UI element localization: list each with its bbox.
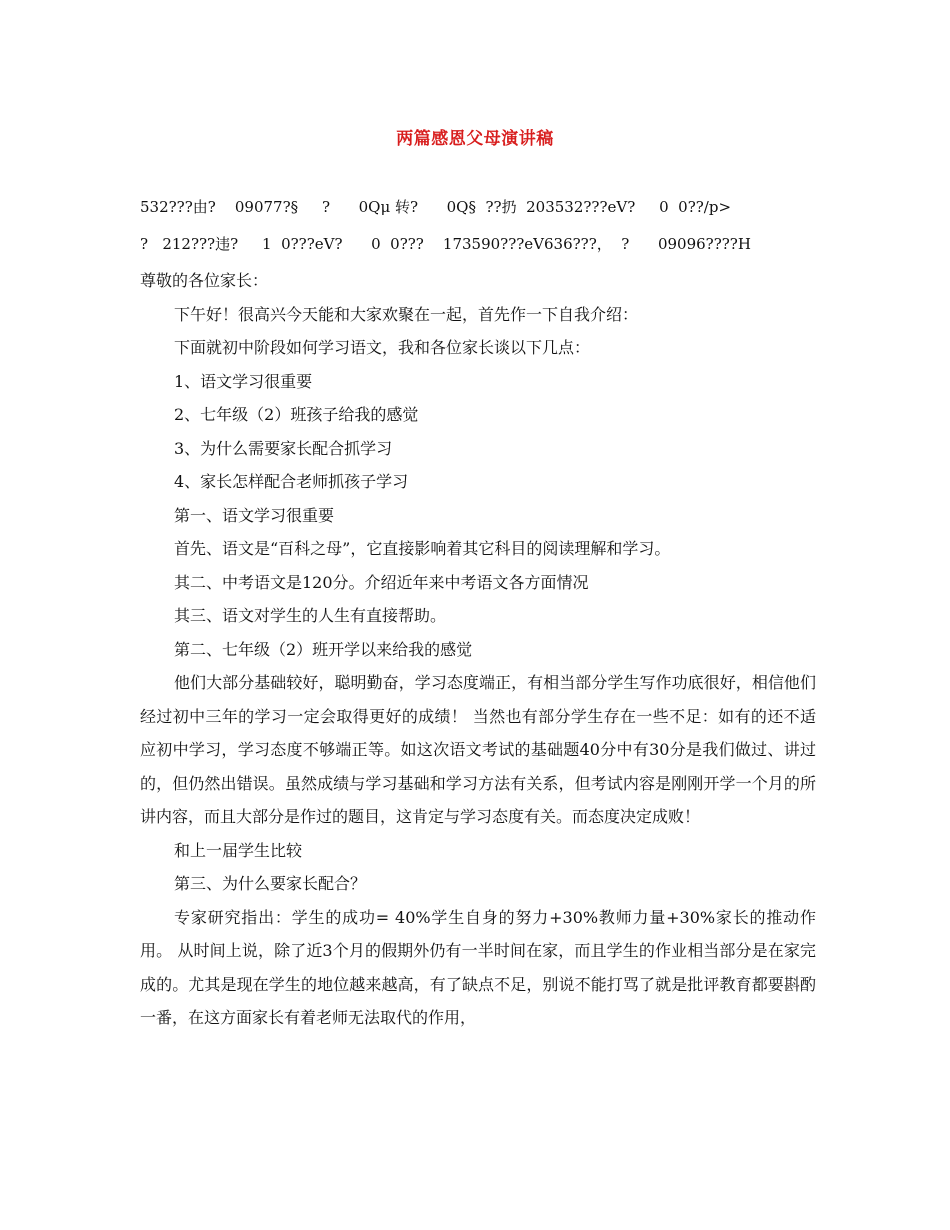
- section-heading-1: 第一、语文学习很重要: [174, 505, 335, 525]
- paragraph-greeting: 下午好！很高兴今天能和大家欢聚在一起，首先作一下自我介绍：: [174, 304, 639, 324]
- document-body: [140, 264, 816, 1035]
- outline-item-4: 4、家长怎样配合老师抓孩子学习: [174, 472, 409, 491]
- paragraph-comparison: 和上一届学生比较: [174, 840, 303, 860]
- outline-item-1: 1、语文学习很重要: [174, 371, 313, 391]
- paragraph-point-3: 其三、语文对学生的人生有直接帮助。: [174, 606, 447, 625]
- paragraph-point-1: 首先、语文是“百科之母”，它直接影响着其它科目的阅读理解和学习。: [174, 539, 671, 558]
- outline-item-3: 3、为什么需要家长配合抓学习: [174, 438, 393, 458]
- paragraph-expert-research: 专家研究指出：学生的成功= 40%学生自身的努力+30%教师力量+30%家长的推动作用。 从时间上说，除了近3个月的假期外仍有一半时间在家，而且学生的作业相当部分是在家完成的。尤其是现在学生的地位越来越高，有了缺点不足，别说不能打骂了就是批评教育都要斟酌一番，在这方面家长有着老师无法取代的作用，: [140, 907, 816, 1027]
- section-heading-2: 第二、七年级（2）班开学以来给我的感觉: [174, 639, 473, 659]
- paragraph-class-impression: 他们大部分基础较好，聪明勤奋，学习态度端正，有相当部分学生写作功底很好，相信他们经过初中三年的学习一定会取得更好的成绩！ 当然也有部分学生存在一些不足：如有的还不适应初中学习，学习态度不够端正等。如这次语文考试的基础题40分中有30分是我们做过、讲过的，但仍然出错误。虽然成绩与学习基础和学习方法有关系，但考试内容是刚刚开学一个月的所讲内容，而且大部分是作过的题目，这肯定与学习态度有关。而态度决定成败！: [140, 673, 816, 826]
- salutation: 尊敬的各位家长：: [140, 271, 269, 290]
- paragraph-point-2: 其二、中考语文是120分。介绍近年来中考语文各方面情况: [174, 572, 589, 592]
- document-title: 两篇感恩父母演讲稿: [396, 129, 554, 149]
- garbled-text-line-2: ? 212???违? 1 0???eV? 0 0??? 173590???eV636???， ? 09096????H: [140, 235, 751, 253]
- paragraph-intro: 下面就初中阶段如何学习语文，我和各位家长谈以下几点：: [174, 338, 591, 357]
- section-heading-3: 第三、为什么要家长配合？: [174, 874, 367, 893]
- outline-item-2: 2、七年级（2）班孩子给我的感觉: [174, 405, 419, 424]
- garbled-text-line-1: 532???由? 09077?§ ? 0Qμ 转? 0Q§ ??扔 203532???eV? 0 0??/p>: [140, 198, 732, 216]
